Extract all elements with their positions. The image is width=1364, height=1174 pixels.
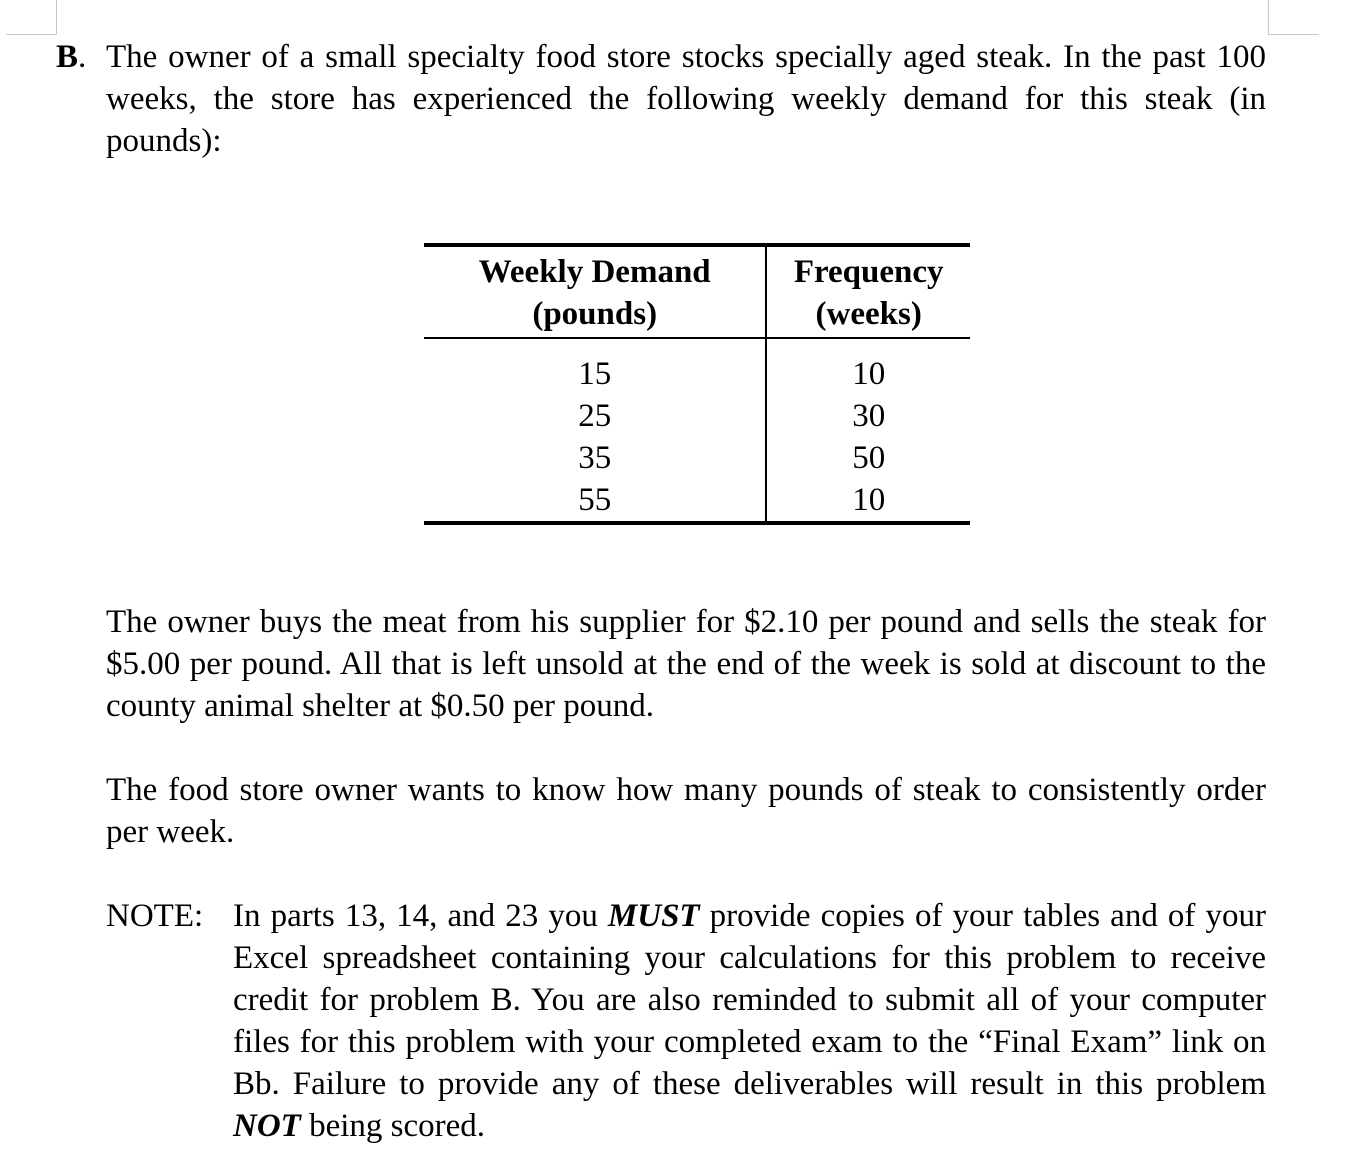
pricing-paragraph: The owner buys the meat from his supplier for $2.10 per pound and sells the steak for $5.00 per pound. All that is left unsold at the end of the week is sold at discount to the county animal shelter at $0.50 per pound. bbox=[106, 604, 1266, 724]
frequency-cell: 10 bbox=[852, 356, 886, 392]
table-row bbox=[424, 395, 970, 437]
demand-cell: 55 bbox=[424, 479, 766, 523]
demand-cell: 15 bbox=[424, 338, 766, 395]
demand-cell: 25 bbox=[424, 395, 766, 437]
note-block bbox=[106, 895, 1266, 1147]
table-row bbox=[424, 437, 970, 479]
frequency-column-header: Frequency (weeks) bbox=[766, 245, 970, 338]
problem-intro-text: The owner of a small specialty food store stocks specially aged steak. In the past 100 weeks, the store has experienced the following weekly demand for this steak (in pounds): bbox=[106, 39, 1266, 159]
demand-cell: 35 bbox=[424, 437, 766, 479]
frequency-cell: 50 bbox=[852, 440, 886, 476]
page-corner-mark-right bbox=[1268, 0, 1319, 35]
emphasis-must: MUST bbox=[607, 898, 700, 934]
problem-label: B. bbox=[56, 39, 87, 75]
table-row bbox=[424, 479, 970, 523]
frequency-cell: 30 bbox=[852, 398, 886, 434]
note-label: NOTE: bbox=[106, 898, 204, 934]
note-body: In parts 13, 14, and 23 you MUST provide copies of your tables and of your Excel spreadsheet containing your calculations for this problem to receive credit for problem B. You are also reminded to submit all of your computer files for this problem with your completed exam to the “Final Exam” link on Bb. Failure to provide any of these deliverables will result in this problem NOT being scored. bbox=[233, 898, 1266, 1144]
emphasis-not: NOT bbox=[233, 1108, 301, 1144]
table-header-row bbox=[424, 245, 970, 338]
demand-column-header: Weekly Demand (pounds) bbox=[424, 245, 766, 338]
page-corner-mark-left bbox=[6, 0, 57, 35]
frequency-cell: 10 bbox=[852, 482, 886, 518]
demand-frequency-table bbox=[424, 243, 970, 525]
goal-paragraph: The food store owner wants to know how many pounds of steak to consistently order per week. bbox=[106, 772, 1266, 850]
table-row bbox=[424, 338, 970, 395]
problem-intro bbox=[56, 36, 1266, 162]
